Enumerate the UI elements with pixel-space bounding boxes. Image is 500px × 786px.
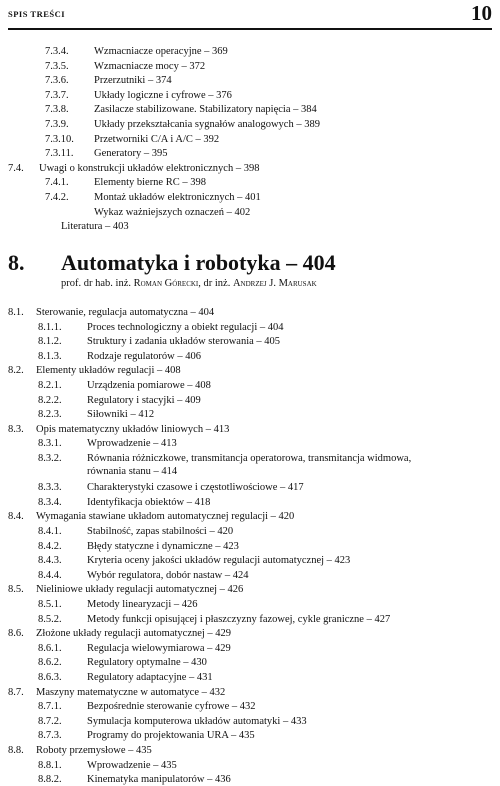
toc-entry-title: Metody linearyzacji – 426 <box>87 599 198 610</box>
toc-entry-number: 8.3.4. <box>38 496 62 508</box>
toc-entry-title: Charakterystyki czasowe i częstotliwościowe – 417 <box>87 482 304 494</box>
toc-entry-title: Urządzenia pomiarowe – 408 <box>87 380 211 391</box>
toc-entry-number: 8.8.2. <box>38 774 62 786</box>
toc-entry-title: Regulatory optymalne – 430 <box>87 657 207 669</box>
toc-entry-title: Uwagi o konstrukcji układów elektronicznych – 398 <box>39 162 260 174</box>
toc-entry-number: 7.4.1. <box>45 177 69 189</box>
toc-entry-number: 8.7.1. <box>38 701 62 713</box>
toc-entry-title: Wprowadzenie – 413 <box>87 438 177 450</box>
toc-entry-title: Regulatory i stacyjki – 409 <box>87 394 201 406</box>
toc-entry-title: Siłowniki – 412 <box>87 409 155 421</box>
toc-entry-title: Złożone układy regulacji automatycznej – 429 <box>36 628 232 640</box>
toc-entry-title: Kinematyka manipulatorów – 436 <box>87 774 231 786</box>
toc-entry-number: 8.7.2. <box>38 715 62 727</box>
toc-entry-number: 8.2. <box>8 365 24 377</box>
toc-entry-title: Metody funkcji opisującej i płaszczyzny fazowej, cykle graniczne – 427 <box>87 613 391 625</box>
toc-entry-continuation: równania stanu – 414 <box>87 466 178 477</box>
toc-entry-number: 8.4.1. <box>38 526 62 537</box>
toc-entry-title: Elementy bierne RC – 398 <box>94 177 206 189</box>
author-name: Roman Górecki <box>133 278 199 289</box>
toc-entry-title: Wybór regulatora, dobór nastaw – 424 <box>87 569 249 581</box>
toc-entry-title: Bezpośrednie sterowanie cyfrowe – 432 <box>87 701 256 713</box>
toc-entry-number: 7.3.4. <box>45 46 69 57</box>
toc-entry-number: 8.4. <box>8 511 24 523</box>
chapter-authors <box>61 278 317 289</box>
toc-entry-title: Kryteria oceny jakości układów regulacji automatycznej – 423 <box>87 555 351 567</box>
toc-entry-number: 8.7.3. <box>38 730 62 742</box>
toc-entry-title: Wzmacniacze mocy – 372 <box>94 60 206 72</box>
authors-prefix: prof. dr hab. inż. <box>61 278 131 289</box>
toc-entry-number: 8.3. <box>8 423 24 435</box>
toc-entry-number: 8.6.1. <box>38 642 62 654</box>
toc-entry-title: Roboty przemysłowe – 435 <box>36 745 152 756</box>
toc-entry-title: Przerzutniki – 374 <box>94 75 172 87</box>
toc-entry-number: 8.6.3. <box>38 672 62 683</box>
toc-entry-title: Sterowanie, regulacja automatyczna – 404 <box>36 307 215 318</box>
toc-entry-title: Regulacja wielowymiarowa – 429 <box>87 642 231 654</box>
toc-entry-number: 8.1.2. <box>38 336 62 348</box>
toc-entry-title: Równania różniczkowe, transmitancja operatorowa, transmitancja widmowa, <box>87 453 412 464</box>
toc-entry-number: 7.3.5. <box>45 60 69 72</box>
toc-entry-title: Symulacja komputerowa układów automatyki – 433 <box>87 715 307 727</box>
literature-entry: Literatura – 403 <box>61 221 129 232</box>
toc-entry-number: 7.3.9. <box>45 119 69 130</box>
toc-entry-title: Układy przekształcania sygnałów analogowych – 389 <box>94 119 320 130</box>
toc-entry-title: Programy do projektowania URA – 435 <box>87 730 255 742</box>
toc-entry-number: 8.1. <box>8 307 24 318</box>
authors-mid: , dr inż. <box>198 278 231 289</box>
toc-entry-title: Maszyny matematyczne w automatyce – 432 <box>36 686 226 698</box>
toc-entry-title: Elementy układów regulacji – 408 <box>36 365 181 377</box>
toc-entry-number: 8.7. <box>8 686 24 698</box>
toc-entry-title: Regulatory adaptacyjne – 431 <box>87 672 213 683</box>
toc-entry-number: 8.5.2. <box>38 613 62 625</box>
toc-entry-number: 8.2.1. <box>38 380 62 391</box>
toc-entry-number: 7.3.6. <box>45 75 69 87</box>
toc-entry-number: 8.4.3. <box>38 555 62 567</box>
toc-entry-number: 7.4.2. <box>45 192 69 203</box>
toc-entry-number: 8.1.1. <box>38 321 62 333</box>
page-number: 10 <box>471 1 492 25</box>
toc-entry-title: Identyfikacja obiektów – 418 <box>87 496 211 508</box>
toc-entry-number: 8.6.2. <box>38 657 62 669</box>
toc-entry-number: 8.6. <box>8 628 24 640</box>
toc-entry-number: 8.5.1. <box>38 599 62 610</box>
chapter-number: 8. <box>8 250 25 275</box>
toc-entry-title: Błędy statyczne i dynamiczne – 423 <box>87 540 239 552</box>
toc-entry-title: Generatory – 395 <box>94 148 168 160</box>
toc-entry-title: Montaż układów elektronicznych – 401 <box>94 192 261 203</box>
toc-entry-number: 7.3.8. <box>45 104 69 116</box>
toc-entry-number: 8.1.3. <box>38 350 62 362</box>
toc-entry-title: Zasilacze stabilizowane. Stabilizatory napięcia – 384 <box>94 104 317 116</box>
toc-entry-title: Wprowadzenie – 435 <box>87 759 177 771</box>
toc-entry-number: 8.3.3. <box>38 482 62 494</box>
toc-entry-number: 8.4.2. <box>38 540 62 552</box>
toc-entry-title: Stabilność, zapas stabilności – 420 <box>87 526 234 537</box>
toc-entry-number: 7.3.7. <box>45 89 69 101</box>
toc-entry-number: 7.3.11. <box>45 148 74 160</box>
page-header <box>8 0 492 30</box>
toc-entry-title: Wzmacniacze operacyjne – 369 <box>94 46 228 57</box>
toc-entry-number: 8.8.1. <box>38 759 62 771</box>
author-name: Andrzej J. Marusak <box>232 278 317 289</box>
toc-entry-number: 8.5. <box>8 584 24 596</box>
toc-entry-number: 7.4. <box>8 162 24 174</box>
toc-entry-title: Przetworniki C/A i A/C – 392 <box>94 133 220 145</box>
toc-entry-number: 7.3.10. <box>45 133 74 145</box>
toc-entry-title: Wymagania stawiane układom automatycznej regulacji – 420 <box>36 511 295 523</box>
toc-entry-number: 8.2.3. <box>38 409 62 421</box>
toc-entry-title: Rodzaje regulatorów – 406 <box>87 350 202 362</box>
chapter-title: Automatyka i robotyka – 404 <box>61 250 336 275</box>
toc-entry-title: Opis matematyczny układów liniowych – 413 <box>36 423 230 435</box>
header-title: SPIS TREŚCI <box>8 9 66 19</box>
toc-entry-number: 8.3.1. <box>38 438 62 450</box>
toc-entry-number: 8.3.2. <box>38 453 62 464</box>
toc-entry-title: Wykaz ważniejszych oznaczeń – 402 <box>94 206 251 218</box>
toc-entry-title: Układy logiczne i cyfrowe – 376 <box>94 89 232 101</box>
toc-entry-title: Nieliniowe układy regulacji automatycznej – 426 <box>36 584 244 596</box>
toc-entry-number: 8.8. <box>8 745 24 756</box>
toc-entry-title: Struktury i zadania układów sterowania – 405 <box>87 336 281 348</box>
toc-entry-number: 8.4.4. <box>38 569 62 581</box>
toc-entry-number: 8.2.2. <box>38 394 62 406</box>
toc-entry-title: Proces technologiczny a obiekt regulacji – 404 <box>87 321 284 333</box>
